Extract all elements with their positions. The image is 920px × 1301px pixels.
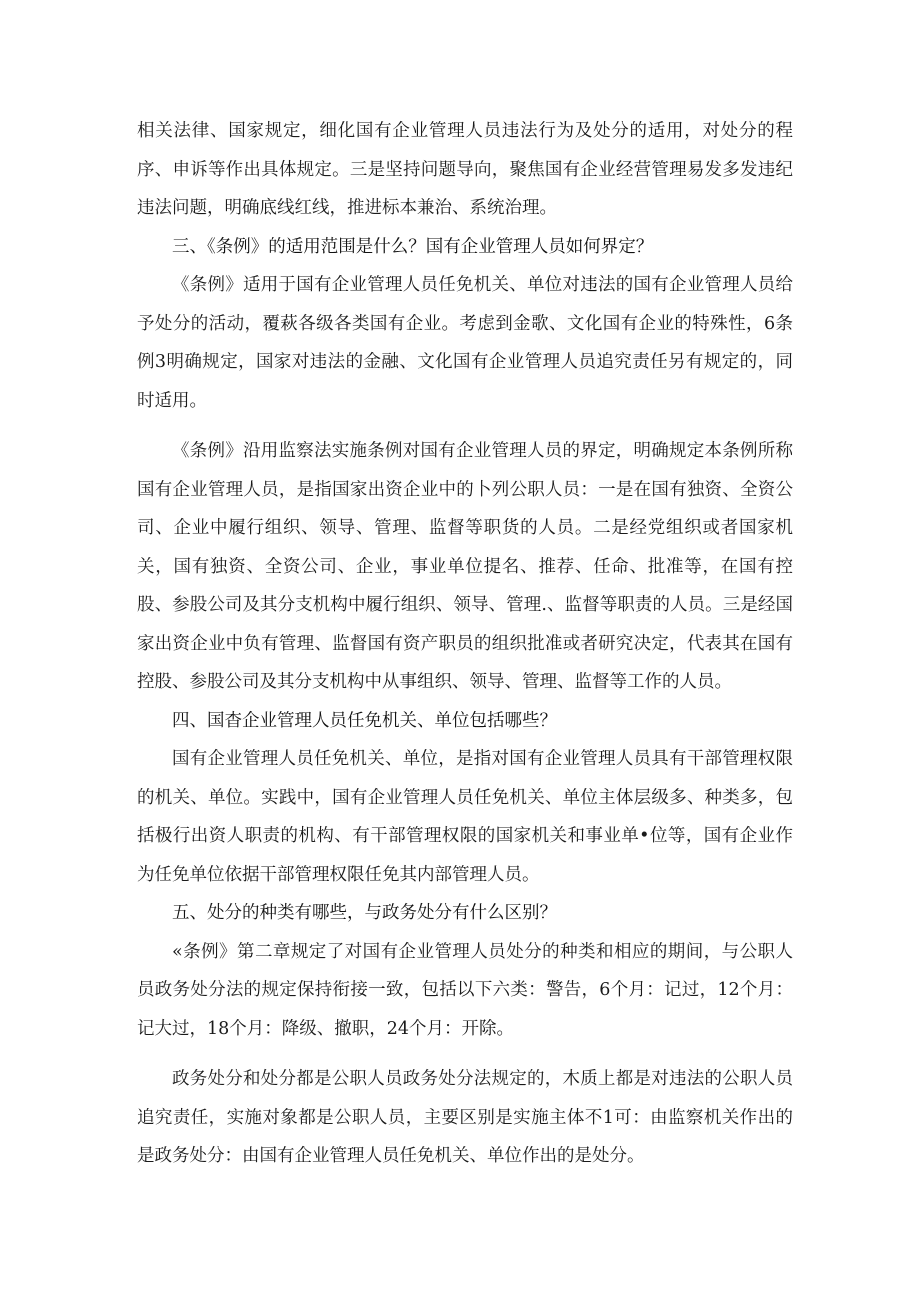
heading-section-3: 三、《条例》的适用范围是什么？国有企业管理人员如何界定？ — [172, 236, 654, 257]
paragraph-appointing-bodies: 国有企业管理人员任免机关、单位，是指对国有企业管理人员具有干部管理权限的机关、单位。实践中，国有企业管理人员任免机关、单位主体层级多、种类多，包括极行出资人职责的机构、有干部管理权限的国家机关和事业单•位等，国有企业作为任免单位依据干部管理权限任免其内部管理人员。 — [137, 749, 793, 885]
paragraph-intro-continued: 相关法律、国家规定，细化国有企业管理人员违法行为及处分的适用，对处分的程序、申诉等作出具体规定。三是坚持问题导向，聚焦国有企业经营管理易发多发违纪违法问题，明确底线红线，推进标本兼治、系统治理。 — [137, 121, 793, 218]
heading-section-4: 四、国杳企业管理人员任免机关、单位包括哪些？ — [172, 710, 557, 731]
paragraph-scope: 《条例》适用于国有企业管理人员任免机关、单位对违法的国有企业管理人员给予处分的活动，覆萩各级各类国有企业。考虑到金歌、文化国有企业的特殊性，6条例3明确规定，国家对违法的金融、文化国有企业管理人员追究责任另有规定的，同时适用。 — [137, 275, 793, 411]
heading-section-5: 五、处分的种类有哪些，与政务处分有什么区别？ — [172, 903, 557, 923]
paragraph-difference: 政务处分和处分都是公职人员政务处分法规定的，木质上都是对违法的公职人员追究责任，实施对象都是公职人员，主要区别是实施主体不1可：由监察机关作出的是政务处分：由国有企业管理人员任免机关、单位作出的是处分。 — [137, 1069, 793, 1166]
paragraph-definition: 《条例》沿用监察法实施条例对国有企业管理人员的界定，明确规定本条例所称国有企业管理人员，是指国家出资企业中的卜列公职人员：一是在国有独资、全资公司、企业中履行组织、领导、管理、监督等职货的人员。二是经党组织或者国家机关，国有独资、全资公司、企业，事业单位提名、推荐、任命、批准等，在国有控股、参股公司及其分支机构中履行组织、领导、管理.、监督等职责的人员。三是经国家出资企业中负有管理、监督国有资产职员的组织批准或者研究决定，代表其在国有控股、参股公司及其分支机构中从事组织、领导、管理、监督等工作的人员。 — [137, 441, 793, 692]
document-body — [137, 112, 793, 1176]
paragraph-sanction-types: «条例》第二章规定了对国有企业管理人员处分的种类和相应的期间，与公职人员政务处分法的规定保持衔接一致，包括以下六类：警告，6个月：记过，12个月：记大过，18个月：降级、撤职，24个月：开除。 — [137, 941, 793, 1039]
